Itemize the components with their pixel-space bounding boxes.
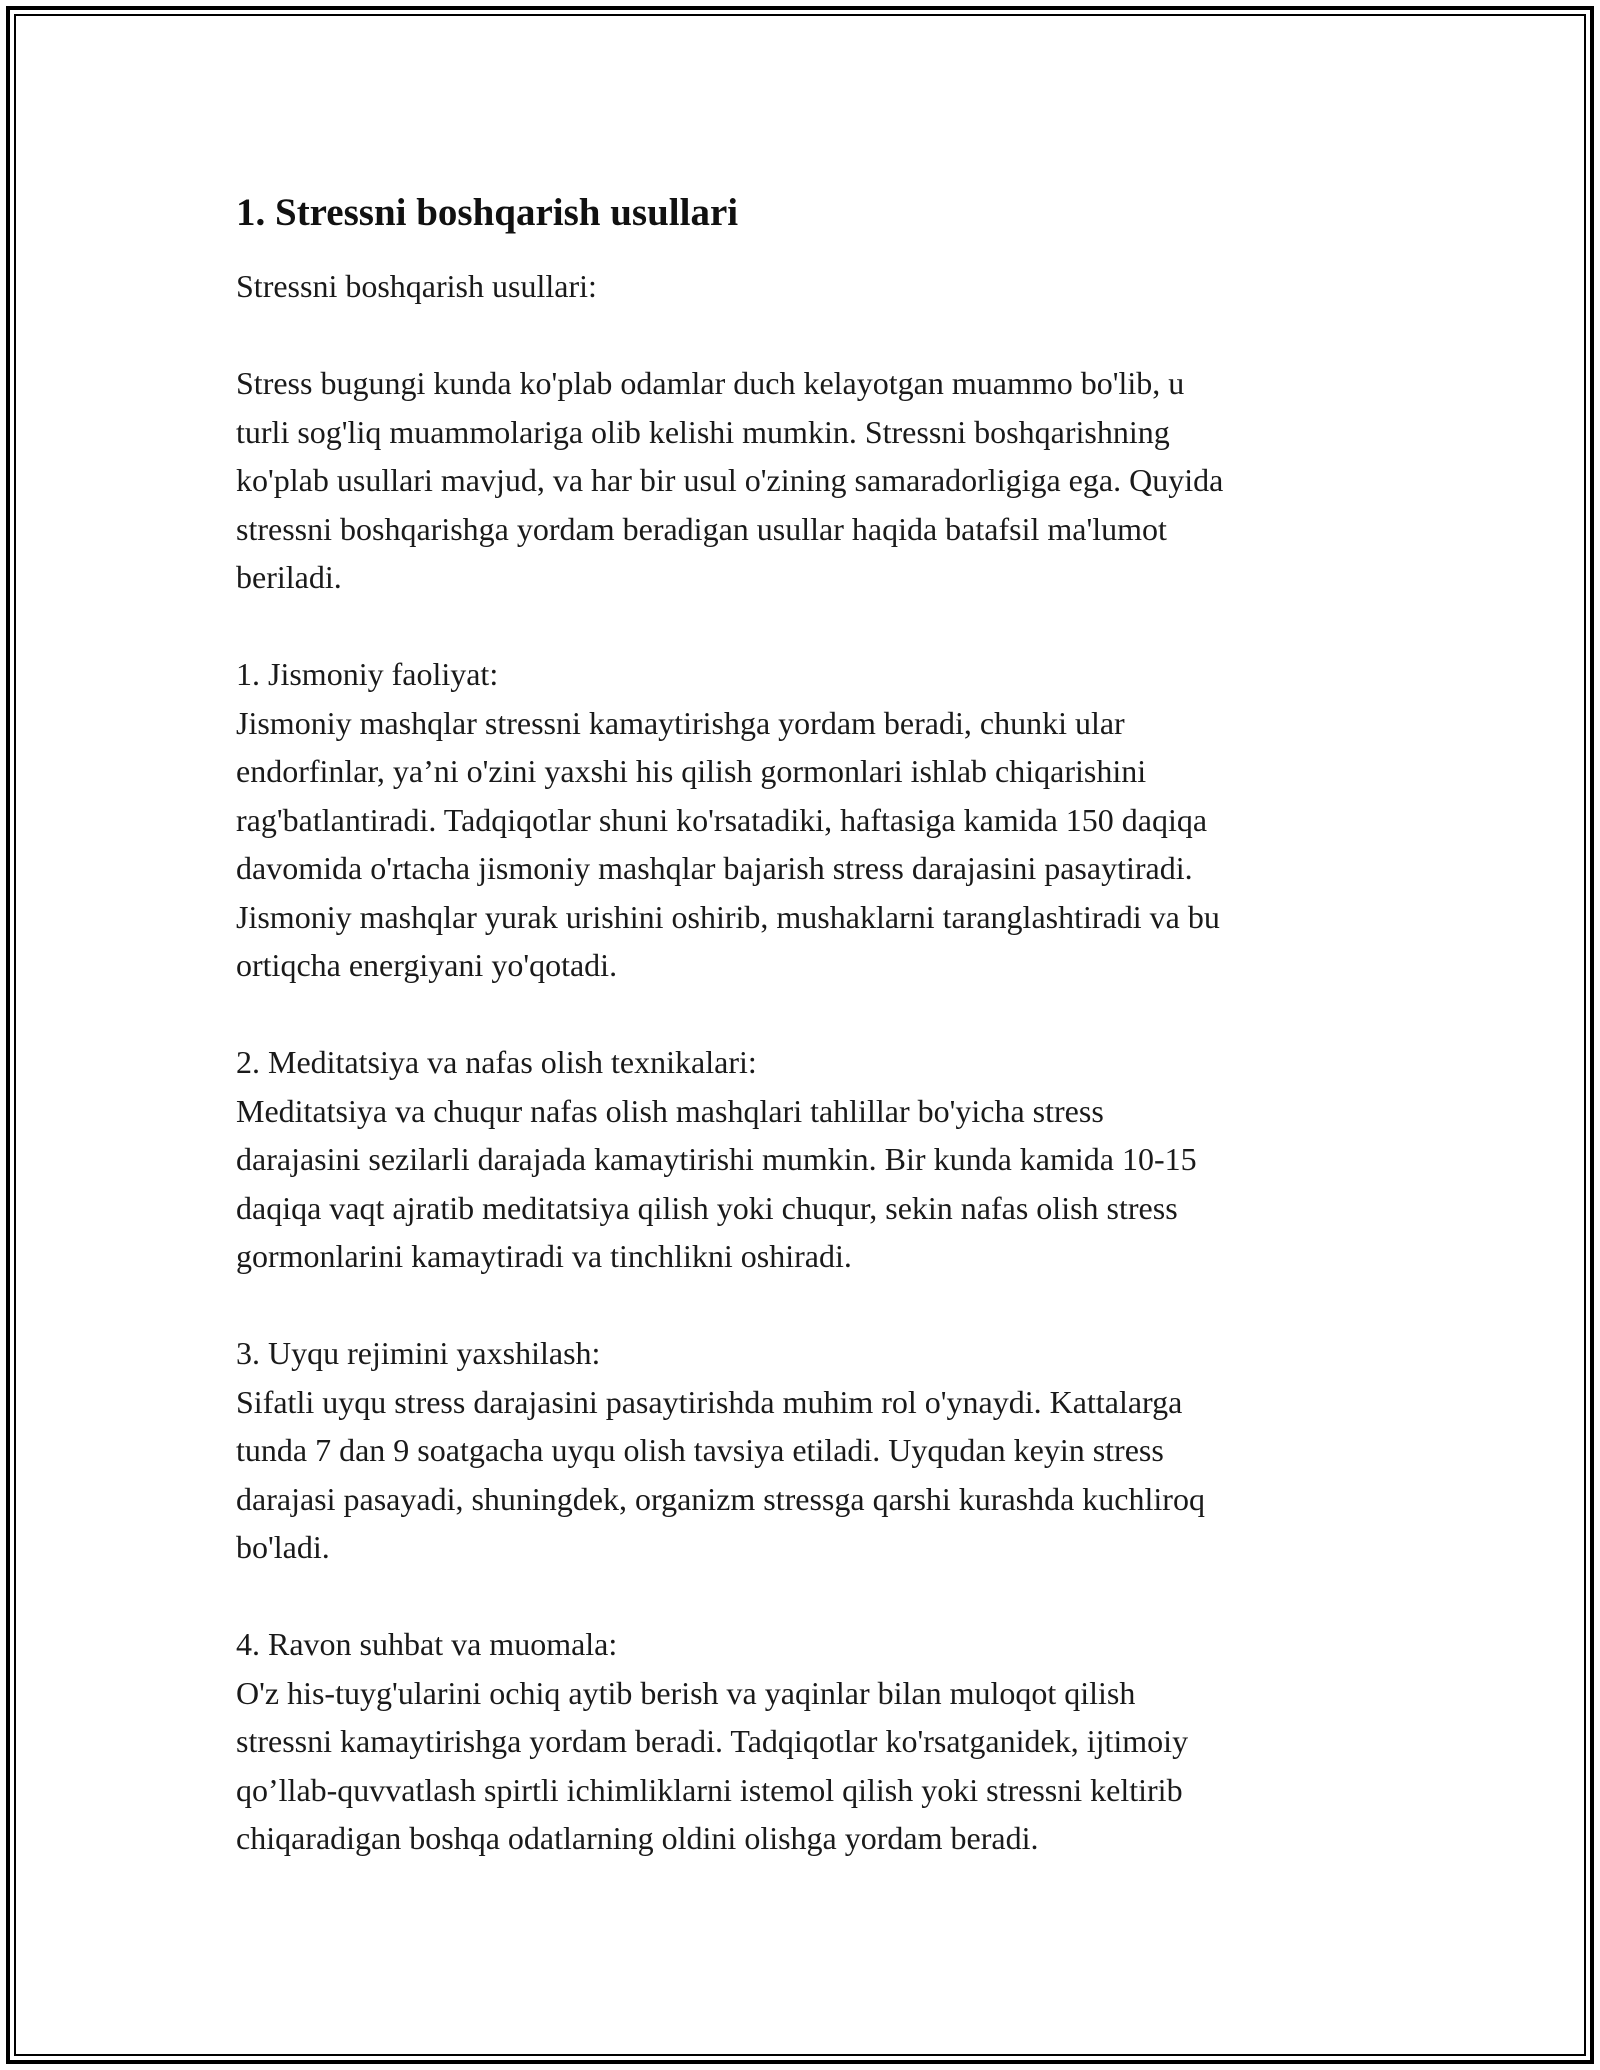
section-line: Sifatli uyqu stress darajasini pasaytirishda muhim rol o'ynaydi. Kattalarga (236, 1383, 1183, 1420)
intro-paragraph (236, 359, 1376, 602)
intro-line: beriladi. (236, 559, 342, 595)
section-line: stressni kamaytirishga yordam beradi. Tadqiqotlar ko'rsatganidek, ijtimoiy (236, 1723, 1189, 1759)
section-line: chiqaradigan boshqa odatlarning oldini olishga yordam beradi. (236, 1820, 1039, 1856)
section-heading: 3. Uyqu rejimini yaxshilash: (236, 1335, 601, 1371)
section-line: Meditatsiya va chuqur nafas olish mashqlari tahlillar bo'yicha stress (236, 1092, 1104, 1129)
section-sleep (236, 1329, 1376, 1572)
paragraph-gap (236, 990, 1376, 1039)
section-communication (236, 1620, 1376, 1863)
section-line: darajasini sezilarli darajada kamaytirishi mumkin. Bir kunda kamida 10-15 (236, 1141, 1197, 1177)
paragraph-gap (236, 1281, 1376, 1330)
section-heading: 1. Jismoniy faoliyat: (236, 656, 499, 692)
section-line: endorfinlar, ya’ni o'zini yaxshi his qilish gormonlari ishlab chiqarishini (236, 753, 1147, 789)
section-line: gormonlarini kamaytiradi va tinchlikni oshiradi. (236, 1238, 852, 1274)
section-line: daqiqa vaqt ajratib meditatsiya qilish yoki chuqur, sekin nafas olish stress (236, 1189, 1178, 1226)
section-line: tunda 7 dan 9 soatgacha uyqu olish tavsiya etiladi. Uyqudan keyin stress (236, 1432, 1164, 1468)
section-line: Jismoniy mashqlar stressni kamaytirishga yordam beradi, chunki ular (236, 704, 1125, 741)
paragraph-gap (236, 311, 1376, 360)
section-line: davomida o'rtacha jismoniy mashqlar bajarish stress darajasini pasaytiradi. (236, 850, 1193, 886)
intro-line: Stress bugungi kunda ko'plab odamlar duch kelayotgan muammo bo'lib, u (236, 365, 1185, 401)
section-heading: 2. Meditatsiya va nafas olish texnikalari: (236, 1044, 757, 1080)
section-heading: 4. Ravon suhbat va muomala: (236, 1626, 618, 1662)
intro-line: turli sog'liq muammolariga olib kelishi mumkin. Stressni boshqarishning (236, 413, 1170, 450)
document-body (236, 186, 1376, 1863)
section-line: O'z his-tuyg'ularini ochiq aytib berish va yaqinlar bilan muloqot qilish (236, 1674, 1136, 1711)
intro-line: ko'plab usullari mavjud, va har bir usul o'zining samaradorligiga ega. Quyida (236, 462, 1224, 498)
section-line: qo’llab-quvvatlash spirtli ichimliklarni istemol qilish yoki stressni keltirib (236, 1771, 1183, 1808)
document-subtitle: Stressni boshqarish usullari: (236, 268, 597, 304)
section-line: bo'ladi. (236, 1529, 330, 1565)
paragraph-gap (236, 602, 1376, 651)
section-line: ortiqcha energiyani yo'qotadi. (236, 947, 618, 983)
document-title: 1. Stressni boshqarish usullari (236, 191, 739, 234)
paragraph-gap (236, 1572, 1376, 1621)
section-meditation (236, 1038, 1376, 1281)
section-line: Jismoniy mashqlar yurak urishini oshirib, mushaklarni taranglashtiradi va bu (236, 898, 1220, 935)
section-physical-activity (236, 650, 1376, 990)
intro-line: stressni boshqarishga yordam beradigan usullar haqida batafsil ma'lumot (236, 510, 1167, 547)
section-line: darajasi pasayadi, shuningdek, organizm stressga qarshi kurashda kuchliroq (236, 1480, 1205, 1517)
section-line: rag'batlantiradi. Tadqiqotlar shuni ko'rsatadiki, haftasiga kamida 150 daqiqa (236, 801, 1208, 838)
